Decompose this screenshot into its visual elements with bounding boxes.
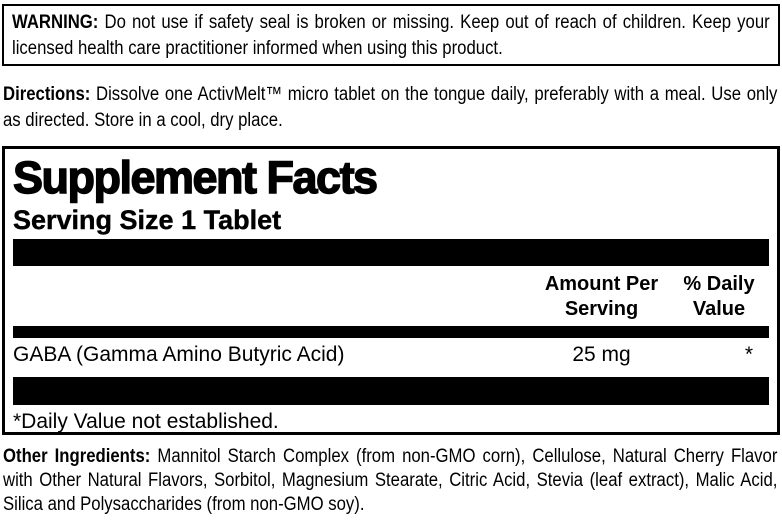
warning-text: Do not use if safety seal is broken or missing. Keep out of reach of children. Keep your licensed health care practitioner informed when using this product.	[12, 12, 770, 59]
ingredient-daily-value: *	[744, 342, 753, 366]
directions-label: Directions:	[3, 84, 91, 105]
supplement-facts-title: Supplement Facts	[13, 152, 377, 203]
warning-box	[2, 4, 780, 66]
daily-value-footnote: *Daily Value not established.	[13, 410, 279, 433]
header-spacer	[13, 272, 534, 322]
other-ingredients-paragraph	[3, 445, 777, 517]
directions-paragraph	[3, 82, 777, 134]
column-header-row	[13, 272, 769, 322]
directions-section	[3, 82, 782, 136]
divider-bar-thick-top	[13, 239, 769, 266]
directions-text: Dissolve one ActivMelt™ micro tablet on the tongue daily, preferably with a meal. Use only as directed. Store in a cool, dry place.	[3, 84, 778, 131]
warning-label: WARNING:	[12, 12, 99, 33]
amount-per-serving-header: Amount Per Serving	[544, 273, 659, 320]
supplement-facts-panel	[2, 146, 780, 435]
ingredient-amount: 25 mg	[572, 342, 631, 366]
serving-size: Serving Size 1 Tablet	[13, 205, 282, 235]
other-ingredients-text: Mannitol Starch Complex (from non-GMO corn), Cellulose, Natural Cherry Flavor with Other Natural Flavors, Sorbitol, Magnesium Stearate, Citric Acid, Stevia (leaf extract), Malic Acid, Silica and Polysaccharides (from non-GMO soy).	[3, 446, 778, 515]
warning-paragraph	[12, 10, 770, 62]
other-ingredients-section	[3, 445, 782, 520]
table-row	[13, 338, 769, 371]
ingredient-name: GABA (Gamma Amino Butyric Acid)	[13, 342, 345, 366]
divider-bar-thick-bottom	[13, 377, 769, 405]
divider-bar-thin	[13, 326, 769, 338]
other-ingredients-label: Other Ingredients:	[3, 446, 151, 467]
percent-daily-value-header: % Daily Value	[683, 273, 755, 320]
